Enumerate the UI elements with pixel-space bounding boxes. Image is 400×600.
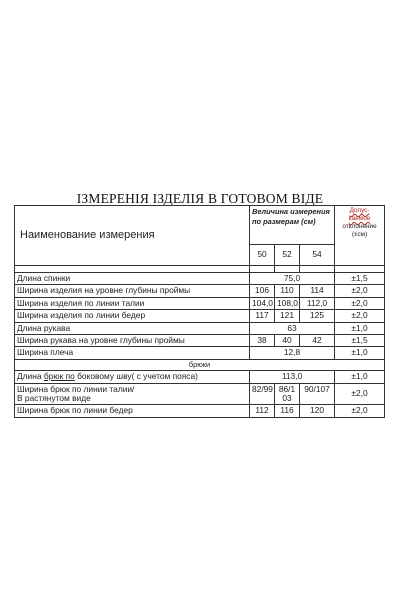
size-54: 54	[300, 245, 335, 266]
trousers-waist-line2: В растянутом виде	[17, 392, 91, 403]
section-label-trousers: брюки	[15, 359, 385, 370]
row-value: 110	[275, 285, 300, 297]
row-value: 42	[300, 335, 335, 347]
tolerance-word-2: каемое	[348, 215, 371, 222]
tolerance-word-3: отклонение	[342, 223, 377, 230]
row-tolerance: ±1,5	[335, 335, 385, 347]
row-tolerance: ±2,0	[335, 405, 385, 417]
page-title: ІЗМЕРЕНІЯ ІЗДЕЛІЯ В ГОТОВОМ ВІДЕ	[76, 191, 324, 206]
trousers-length-part1: Длина	[17, 371, 44, 382]
row-value: 121	[275, 310, 300, 322]
tolerance-word-1: Допус-	[349, 207, 370, 214]
row-value: 12,8	[250, 347, 335, 359]
row-tolerance: ±2,0	[335, 297, 385, 309]
row-tolerance: ±1,0	[335, 371, 385, 383]
tolerance-word-4: (±см)	[351, 231, 368, 238]
row-value: 112	[250, 405, 275, 417]
row-value: 116	[275, 405, 300, 417]
table-row	[15, 405, 385, 417]
row-tolerance: ±1,5	[335, 273, 385, 285]
row-tolerance: ±2,0	[335, 310, 385, 322]
row-label: Ширина плеча	[15, 347, 250, 359]
row-tolerance: ±1,0	[335, 322, 385, 334]
row-value: 106	[250, 285, 275, 297]
trousers-waist-line1: Ширина брюк по линии талии/	[17, 383, 135, 394]
row-value: 38	[250, 335, 275, 347]
size-52: 52	[275, 245, 300, 266]
header-row	[15, 206, 385, 245]
header-size-cell: Величина измерения по размерам (см)	[250, 206, 335, 245]
table-row	[15, 347, 385, 359]
row-label: Длина спинки	[15, 273, 250, 285]
table-row	[15, 285, 385, 297]
section-row	[15, 359, 385, 370]
row-value: 86/103	[275, 383, 300, 405]
row-tolerance: ±2,0	[335, 383, 385, 405]
table-row	[15, 310, 385, 322]
table-row	[15, 383, 385, 405]
row-value: 90/107	[300, 383, 335, 405]
row-value: 75,0	[250, 273, 335, 285]
row-value: 120	[300, 405, 335, 417]
table-row	[15, 371, 385, 383]
row-value: 82/99	[250, 383, 275, 405]
row-value: 63	[250, 322, 335, 334]
table-row	[15, 273, 385, 285]
table-row	[15, 322, 385, 334]
row-label	[15, 371, 250, 383]
row-label: Ширина изделия по линии талии	[15, 297, 250, 309]
row-tolerance: ±2,0	[335, 285, 385, 297]
row-tolerance: ±1,0	[335, 347, 385, 359]
row-value: 114	[300, 285, 335, 297]
table-row	[15, 297, 385, 309]
row-label: Ширина изделия на уровне глубины проймы	[15, 285, 250, 297]
row-value: 40	[275, 335, 300, 347]
measurements-table	[14, 205, 385, 418]
size-50: 50	[250, 245, 275, 266]
row-label: Длина рукава	[15, 322, 250, 334]
row-value: 113,0	[250, 371, 335, 383]
row-value: 112,0	[300, 297, 335, 309]
row-value: 125	[300, 310, 335, 322]
row-value: 104,0	[250, 297, 275, 309]
header-name-cell: Наименование измерения	[15, 206, 250, 266]
row-value: 117	[250, 310, 275, 322]
row-value: 108,0	[275, 297, 300, 309]
table-row	[15, 335, 385, 347]
row-label: Ширина брюк по линии бедер	[15, 405, 250, 417]
header-tolerance-cell	[335, 206, 385, 266]
spacer-row	[15, 266, 385, 273]
row-label: Ширина изделия по линии бедер	[15, 310, 250, 322]
row-label	[15, 383, 250, 405]
trousers-length-part3: боковому шву( с учетом пояса)	[74, 371, 198, 382]
trousers-length-part2: брюк по	[43, 371, 75, 382]
row-label: Ширина рукава на уровне глубины проймы	[15, 335, 250, 347]
